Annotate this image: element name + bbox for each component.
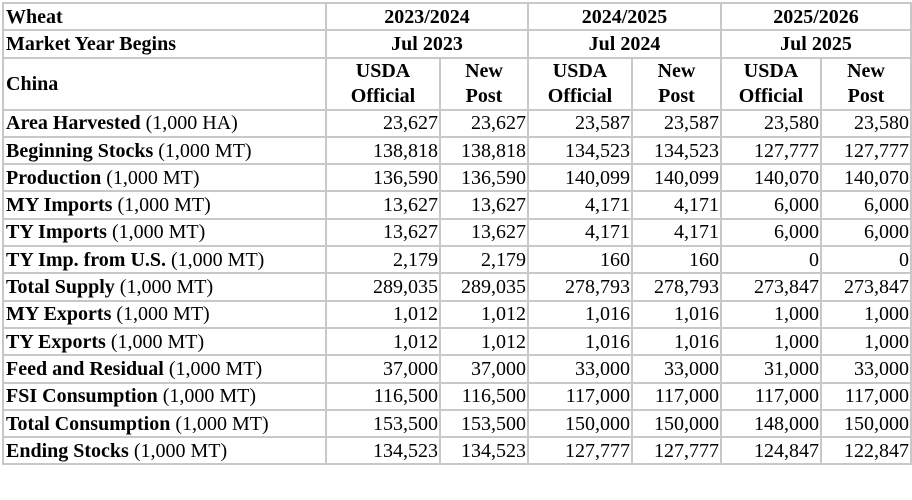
table-row [3, 110, 911, 137]
value-cell: 37,000 [440, 355, 528, 382]
value-cell: 1,000 [821, 301, 911, 328]
table-row [3, 164, 911, 191]
col-new-line1: New [847, 59, 885, 82]
value-cell: 13,627 [326, 219, 440, 246]
value-cell: 150,000 [632, 410, 721, 437]
value-cell: 289,035 [326, 273, 440, 300]
row-label [3, 328, 326, 355]
value-cell: 136,590 [440, 164, 528, 191]
value-cell: 23,627 [440, 110, 528, 137]
row-unit: (1,000 MT) [111, 221, 206, 244]
table-row [3, 301, 911, 328]
year-begins-2: Jul 2024 [528, 30, 721, 57]
value-cell: 1,000 [721, 328, 821, 355]
row-label [3, 246, 326, 273]
row-unit: (1,000 MT) [110, 330, 205, 353]
value-cell: 127,777 [632, 437, 721, 464]
row-unit: (1,000 HA) [145, 112, 238, 135]
value-cell: 127,777 [721, 137, 821, 164]
value-cell: 153,500 [326, 410, 440, 437]
value-cell: 148,000 [721, 410, 821, 437]
value-cell: 117,000 [632, 383, 721, 410]
year-label-1: 2023/2024 [326, 3, 528, 30]
value-cell: 37,000 [326, 355, 440, 382]
col-new-post [632, 58, 721, 110]
row-name: MY Exports [6, 303, 112, 326]
value-cell: 4,171 [528, 191, 632, 218]
col-usda-official [721, 58, 821, 110]
table-row [3, 246, 911, 273]
table-row [3, 137, 911, 164]
country-label: China [3, 58, 326, 110]
value-cell: 140,099 [632, 164, 721, 191]
value-cell: 1,016 [632, 301, 721, 328]
value-cell: 122,847 [821, 437, 911, 464]
col-usda-official [528, 58, 632, 110]
market-year-label: Market Year Begins [3, 30, 326, 57]
col-usda-line2: Official [547, 84, 613, 107]
value-cell: 31,000 [721, 355, 821, 382]
col-new-line2: Post [465, 84, 503, 107]
value-cell: 1,012 [440, 328, 528, 355]
value-cell: 134,523 [528, 137, 632, 164]
value-cell: 140,099 [528, 164, 632, 191]
row-name: Area Harvested [6, 112, 141, 135]
header-row-begins [3, 30, 911, 57]
value-cell: 6,000 [721, 219, 821, 246]
value-cell: 127,777 [528, 437, 632, 464]
col-usda-line1: USDA [552, 59, 608, 82]
value-cell: 138,818 [440, 137, 528, 164]
row-label [3, 164, 326, 191]
value-cell: 278,793 [632, 273, 721, 300]
value-cell: 150,000 [528, 410, 632, 437]
row-name: Feed and Residual [6, 357, 164, 380]
row-name: TY Imp. from U.S. [6, 248, 167, 271]
col-usda-line1: USDA [355, 59, 411, 82]
table-row [3, 273, 911, 300]
row-name: MY Imports [6, 194, 113, 217]
value-cell: 23,587 [528, 110, 632, 137]
value-cell: 13,627 [440, 191, 528, 218]
value-cell: 0 [721, 246, 821, 273]
row-label [3, 191, 326, 218]
col-new-post [821, 58, 911, 110]
row-label [3, 137, 326, 164]
value-cell: 136,590 [326, 164, 440, 191]
row-unit: (1,000 MT) [171, 248, 265, 271]
value-cell: 4,171 [632, 219, 721, 246]
value-cell: 273,847 [821, 273, 911, 300]
value-cell: 289,035 [440, 273, 528, 300]
row-label [3, 110, 326, 137]
col-new-line2: Post [658, 84, 695, 107]
value-cell: 160 [632, 246, 721, 273]
row-unit: (1,000 MT) [106, 166, 200, 189]
value-cell: 127,777 [821, 137, 911, 164]
value-cell: 1,012 [440, 301, 528, 328]
value-cell: 134,523 [632, 137, 721, 164]
row-label [3, 355, 326, 382]
value-cell: 33,000 [632, 355, 721, 382]
year-begins-1: Jul 2023 [326, 30, 528, 57]
value-cell: 160 [528, 246, 632, 273]
value-cell: 153,500 [440, 410, 528, 437]
col-usda-official [326, 58, 440, 110]
table-row [3, 410, 911, 437]
value-cell: 0 [821, 246, 911, 273]
row-label [3, 219, 326, 246]
value-cell: 1,012 [326, 301, 440, 328]
value-cell: 116,500 [440, 383, 528, 410]
value-cell: 117,000 [821, 383, 911, 410]
row-label [3, 273, 326, 300]
row-unit: (1,000 MT) [116, 303, 210, 326]
value-cell: 273,847 [721, 273, 821, 300]
row-label [3, 437, 326, 464]
col-usda-line1: USDA [743, 59, 799, 82]
commodity-label: Wheat [3, 3, 326, 30]
value-cell: 117,000 [528, 383, 632, 410]
year-label-2: 2024/2025 [528, 3, 721, 30]
table-row [3, 355, 911, 382]
value-cell: 116,500 [326, 383, 440, 410]
value-cell: 23,580 [821, 110, 911, 137]
value-cell: 6,000 [821, 191, 911, 218]
table-row [3, 383, 911, 410]
value-cell: 6,000 [721, 191, 821, 218]
row-unit: (1,000 MT) [175, 412, 269, 435]
row-unit: (1,000 MT) [158, 139, 252, 162]
value-cell: 23,580 [721, 110, 821, 137]
col-new-post [440, 58, 528, 110]
row-unit: (1,000 MT) [133, 439, 228, 462]
value-cell: 23,587 [632, 110, 721, 137]
table-row [3, 328, 911, 355]
row-name: Production [6, 166, 102, 189]
row-unit: (1,000 MT) [162, 385, 257, 408]
col-usda-line2: Official [350, 84, 416, 107]
row-name: TY Exports [6, 330, 106, 353]
row-name: Ending Stocks [6, 439, 129, 462]
value-cell: 117,000 [721, 383, 821, 410]
value-cell: 1,000 [721, 301, 821, 328]
row-label [3, 301, 326, 328]
value-cell: 4,171 [528, 219, 632, 246]
value-cell: 124,847 [721, 437, 821, 464]
value-cell: 2,179 [440, 246, 528, 273]
value-cell: 33,000 [821, 355, 911, 382]
value-cell: 140,070 [821, 164, 911, 191]
header-row-columns [3, 58, 911, 110]
col-new-line1: New [657, 59, 696, 82]
col-usda-line2: Official [738, 84, 804, 107]
row-name: Beginning Stocks [6, 139, 154, 162]
value-cell: 23,627 [326, 110, 440, 137]
row-label [3, 383, 326, 410]
row-name: Total Supply [6, 276, 115, 299]
header-row-year [3, 3, 911, 30]
value-cell: 13,627 [326, 191, 440, 218]
table-row [3, 437, 911, 464]
year-begins-3: Jul 2025 [721, 30, 911, 57]
year-label-3: 2025/2026 [721, 3, 911, 30]
row-unit: (1,000 MT) [168, 357, 263, 380]
value-cell: 134,523 [440, 437, 528, 464]
value-cell: 138,818 [326, 137, 440, 164]
value-cell: 134,523 [326, 437, 440, 464]
value-cell: 1,016 [632, 328, 721, 355]
col-new-line1: New [465, 59, 503, 82]
row-name: FSI Consumption [6, 385, 158, 408]
row-name: TY Imports [6, 221, 107, 244]
row-name: Total Consumption [6, 412, 171, 435]
data-rows [3, 110, 911, 465]
value-cell: 33,000 [528, 355, 632, 382]
value-cell: 1,012 [326, 328, 440, 355]
table-row [3, 191, 911, 218]
value-cell: 1,016 [528, 301, 632, 328]
row-label [3, 410, 326, 437]
psd-table [2, 2, 912, 465]
value-cell: 13,627 [440, 219, 528, 246]
value-cell: 140,070 [721, 164, 821, 191]
value-cell: 1,000 [821, 328, 911, 355]
col-new-line2: Post [847, 84, 885, 107]
value-cell: 278,793 [528, 273, 632, 300]
value-cell: 150,000 [821, 410, 911, 437]
value-cell: 4,171 [632, 191, 721, 218]
table-row [3, 219, 911, 246]
value-cell: 1,016 [528, 328, 632, 355]
value-cell: 6,000 [821, 219, 911, 246]
value-cell: 2,179 [326, 246, 440, 273]
row-unit: (1,000 MT) [117, 194, 211, 217]
row-unit: (1,000 MT) [119, 276, 214, 299]
